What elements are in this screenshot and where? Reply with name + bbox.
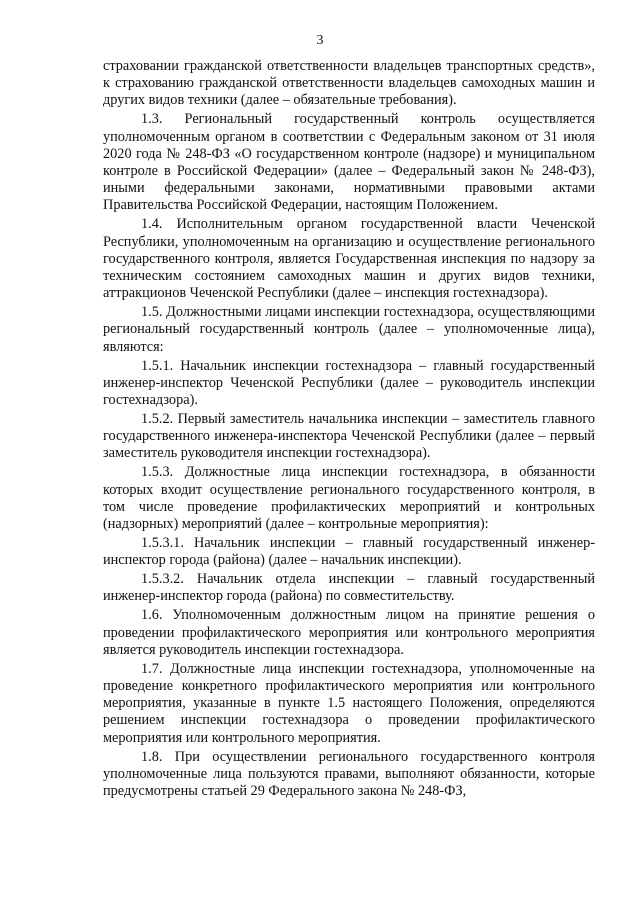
page-number: 3 — [316, 33, 324, 48]
paragraph-1-4: 1.4. Исполнительным органом государственной власти Чеченской Республики, уполномоченным на организацию и осуществление регионального государственного контроля, является Государственная инспекция по надзору за техническим состоянием самоходных машин и других видов техники, аттракционов Чеченской Республики (далее – инспекция гостехнадзора). — [103, 216, 595, 302]
document-body — [103, 58, 595, 802]
paragraph-continuation: страховании гражданской ответственности владельцев транспортных средств», к страхованию гражданской ответственности владельцев самоходных машин и других видов техники (далее – обязательные требования). — [103, 58, 595, 109]
paragraph-1-5-3-1: 1.5.3.1. Начальник инспекции – главный государственный инженер-инспектор города (района) (далее – начальник инспекции). — [103, 535, 595, 569]
paragraph-1-8: 1.8. При осуществлении регионального государственного контроля уполномоченные лица пользуются правами, выполняют обязанности, которые предусмотрены статьей 29 Федерального закона № 248-ФЗ, — [103, 748, 595, 800]
paragraph-1-5-3-2: 1.5.3.2. Начальник отдела инспекции – главный государственный инженер-инспектор города (района) по совместительству. — [103, 571, 595, 605]
paragraph-1-3: 1.3. Региональный государственный контроль осуществляется уполномоченным органом в соответствии с Федеральным законом от 31 июля 2020 года № 248-ФЗ «О государственном контроле (надзоре) и муниципальном контроле в Российской Федерации» (далее – Федеральный закон № 248-ФЗ), иными федеральными законами, нормативными правовыми актами Правительства Российской Федерации, настоящим Положением. — [103, 111, 595, 214]
paragraph-1-5-2: 1.5.2. Первый заместитель начальника инспекции – заместитель главного государственного инженера-инспектора Чеченской Республики (далее – первый заместитель руководителя инспекции гостехнадзора). — [103, 411, 595, 462]
paragraph-1-6: 1.6. Уполномоченным должностным лицом на принятие решения о проведении профилактического мероприятия или контрольного мероприятия является руководитель инспекции гостехнадзора. — [103, 607, 595, 658]
paragraph-1-7: 1.7. Должностные лица инспекции гостехнадзора, уполномоченные на проведение конкретного профилактического мероприятия или контрольного мероприятия, указанные в пункте 1.5 настоящего Положения, определяются решением инспекции гостехнадзора о проведении профилактического мероприятия или контрольного мероприятия. — [103, 660, 595, 746]
paragraph-1-5: 1.5. Должностными лицами инспекции гостехнадзора, осуществляющими региональный государственный контроль (далее – уполномоченные лица), являются: — [103, 304, 595, 355]
paragraph-1-5-1: 1.5.1. Начальник инспекции гостехнадзора – главный государственный инженер-инспектор Чеченской Республики (далее – руководитель инспекции гостехнадзора). — [103, 357, 595, 409]
paragraph-1-5-3: 1.5.3. Должностные лица инспекции гостехнадзора, в обязанности которых входит осуществление регионального государственного контроля, в том числе проведение профилактических мероприятий и контрольных (надзорных) мероприятий (далее – контрольные мероприятия): — [103, 464, 595, 533]
